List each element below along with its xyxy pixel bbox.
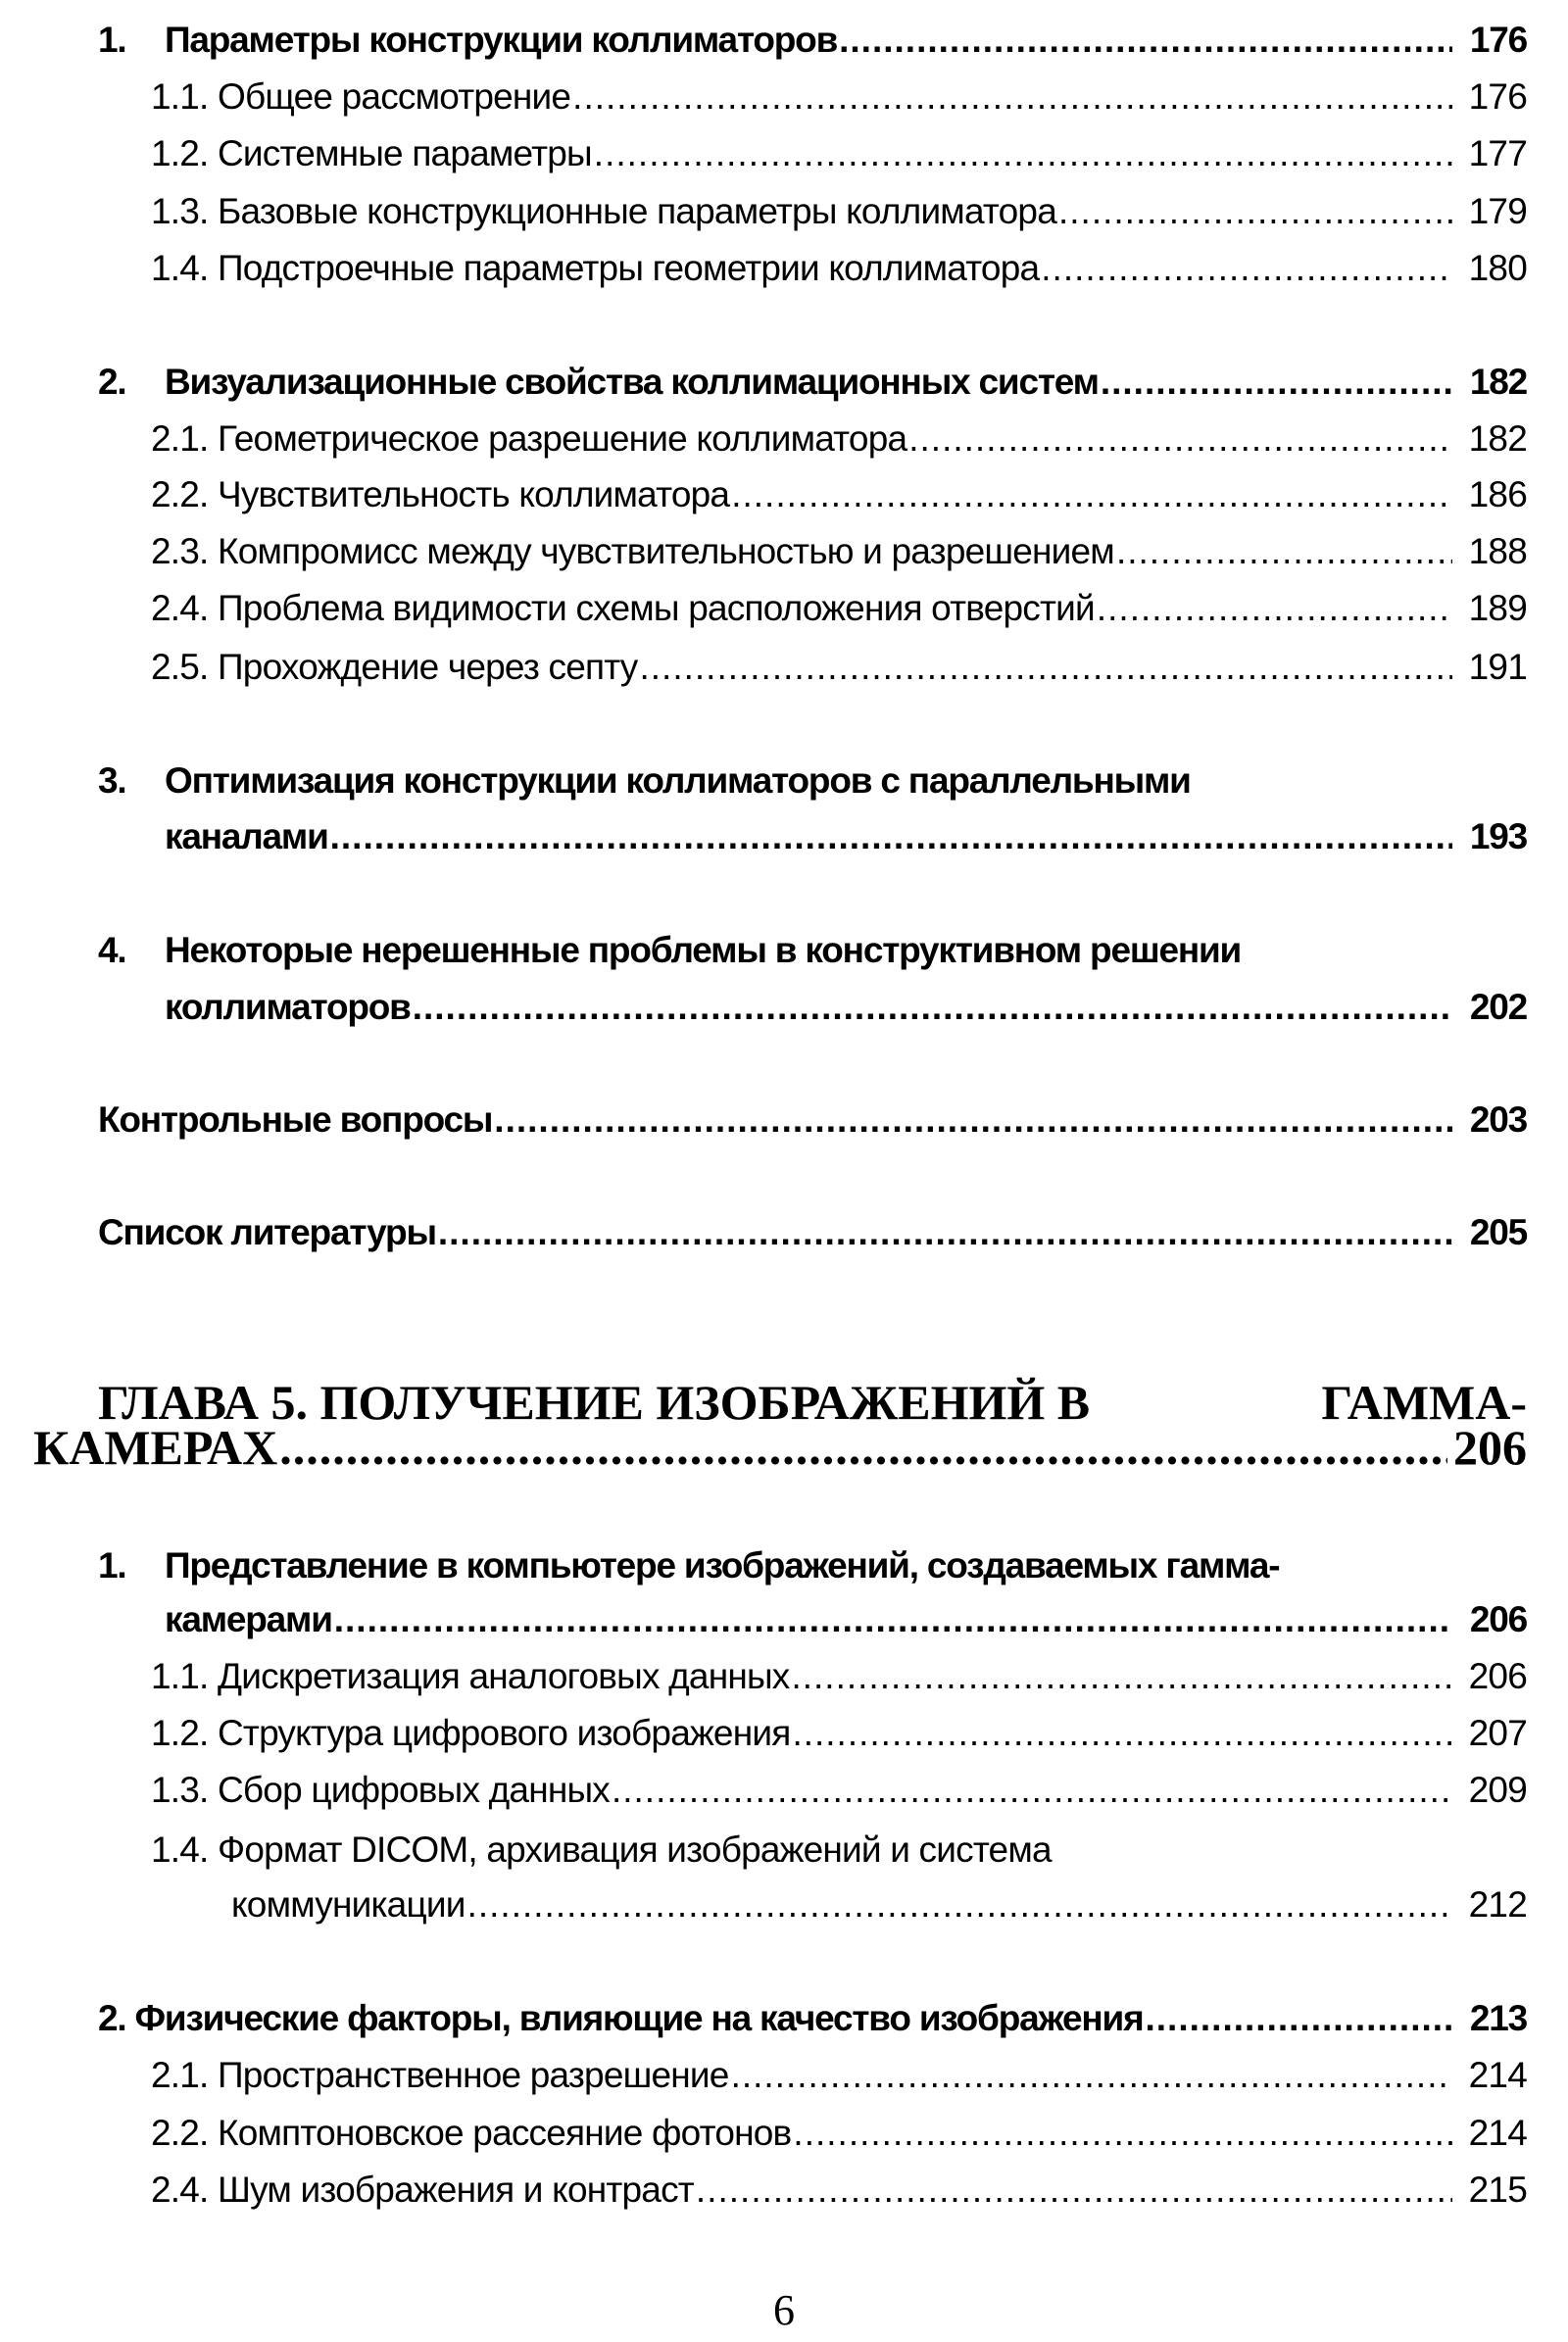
toc-entry[interactable] (98, 364, 1527, 400)
entry-page: 189 (1468, 588, 1527, 628)
entry-page: 203 (1469, 1099, 1527, 1140)
dot-leader (438, 1214, 1452, 1250)
entry-page: 177 (1468, 133, 1527, 173)
entry-page: 176 (1469, 20, 1527, 60)
entry-title: Формат DICOM, архивация изображений и система (218, 1830, 1052, 1870)
dot-leader (696, 2171, 1452, 2208)
entry-title: Структура цифрового изображения (218, 1713, 791, 1753)
dot-leader (1101, 364, 1452, 400)
entry-title-cont: коллиматоров (165, 987, 411, 1027)
entry-page: 191 (1468, 647, 1527, 687)
entry-number: 2.4. (151, 588, 209, 628)
entry-title: Прохождение через септу (218, 647, 638, 687)
entry-page: 193 (1469, 816, 1527, 856)
chapter-title-line1: ГЛАВА 5. ПОЛУЧЕНИЕ ИЗОБРАЖЕНИЙ В (98, 1375, 1091, 1430)
toc-entry[interactable] (98, 2000, 1527, 2036)
entry-page: 202 (1469, 987, 1527, 1027)
entry-title: Параметры конструкции коллиматоров (165, 20, 838, 60)
entry-page: 214 (1468, 2113, 1527, 2153)
toc-entry[interactable] (151, 2171, 1527, 2208)
toc-entry[interactable] (151, 1772, 1527, 1808)
entry-title: Представление в компьютере изображений, создаваемых гамма- (165, 1545, 1280, 1586)
toc-entry[interactable] (151, 2115, 1527, 2151)
entry-title: Системные параметры (218, 133, 592, 173)
entry-number: 1.2. (151, 1713, 209, 1753)
dot-leader (1041, 250, 1452, 286)
toc-entry-line1[interactable] (151, 1831, 1052, 1868)
toc-entry[interactable] (151, 1658, 1527, 1694)
entry-title: Компромисс между чувствительностью и разрешением (218, 531, 1114, 571)
dot-leader (792, 1715, 1452, 1751)
toc-entry[interactable] (151, 193, 1527, 229)
entry-number: 1.4. (151, 248, 209, 288)
entry-title: Геометрическое разрешение коллиматора (218, 418, 907, 459)
entry-number: 1. (98, 1545, 126, 1586)
toc-entry[interactable] (98, 22, 1527, 58)
dot-leader (1097, 590, 1452, 626)
toc-entry[interactable] (165, 989, 1527, 1025)
entry-page: 176 (1468, 76, 1527, 117)
entry-page: 205 (1469, 1212, 1527, 1252)
dot-leader (594, 135, 1452, 171)
chapter-title-line1-end: ГАММА- (1321, 1375, 1527, 1430)
entry-title: Дискретизация аналоговых данных (218, 1656, 790, 1696)
entry-title: Некоторые нерешенные проблемы в конструктивном решении (165, 930, 1242, 970)
entry-page: 214 (1468, 2055, 1527, 2095)
chapter-title-line2: КАМЕРАХ (33, 1420, 278, 1475)
entry-number: 2.4. (151, 2170, 209, 2210)
entry-title: Общее рассмотрение (218, 76, 571, 117)
entry-title: Подстроечные параметры геометрии коллиматора (218, 248, 1040, 288)
toc-entry[interactable] (151, 78, 1527, 115)
toc-entry[interactable] (151, 590, 1527, 626)
toc-entry-references[interactable] (98, 1214, 1527, 1250)
entry-number: 2.2. (151, 474, 209, 514)
entry-number: 2.2. (151, 2113, 209, 2153)
dot-leader (639, 649, 1452, 685)
toc-entry[interactable] (151, 476, 1527, 512)
entry-title: Чувствительность коллиматора (218, 474, 730, 514)
dot-leader (1116, 533, 1452, 569)
entry-number: 1.3. (151, 191, 209, 231)
chapter-page: 206 (1453, 1420, 1527, 1475)
toc-entry[interactable] (165, 818, 1527, 854)
entry-page: 209 (1468, 1770, 1527, 1810)
dot-leader (791, 1658, 1452, 1694)
entry-title: 2. Физические факторы, влияющие на качество изображения (98, 1998, 1144, 2038)
entry-title-cont: каналами (165, 816, 328, 856)
toc-entry-questions[interactable] (98, 1101, 1527, 1138)
entry-page: 215 (1468, 2170, 1527, 2210)
entry-page: 182 (1468, 418, 1527, 459)
dot-leader (731, 476, 1452, 512)
entry-title: Оптимизация конструкции коллиматоров с параллельными (165, 760, 1191, 801)
dot-leader (413, 989, 1452, 1025)
dot-leader (908, 420, 1452, 457)
dot-leader (731, 2057, 1452, 2093)
entry-title: Контрольные вопросы (98, 1099, 493, 1140)
chapter-entry[interactable] (33, 1420, 1527, 1475)
entry-number: 1.3. (151, 1770, 209, 1810)
toc-entry-line1[interactable] (98, 762, 1191, 799)
dot-leader (572, 78, 1452, 115)
entry-page: 188 (1468, 531, 1527, 571)
entry-number: 1. (98, 20, 126, 60)
toc-entry[interactable] (151, 2057, 1527, 2093)
entry-page: 213 (1469, 1998, 1527, 2038)
entry-page: 212 (1468, 1884, 1527, 1925)
dot-leader (334, 1601, 1452, 1637)
entry-number: 2.1. (151, 418, 209, 459)
dot-leader (279, 1423, 1447, 1472)
toc-entry-line1[interactable] (98, 932, 1241, 968)
toc-entry[interactable] (151, 533, 1527, 569)
entry-number: 1.1. (151, 76, 209, 117)
entry-title: Сбор цифровых данных (218, 1770, 610, 1810)
page-number: 6 (773, 2286, 795, 2334)
entry-number: 3. (98, 760, 126, 801)
entry-number: 1.2. (151, 133, 209, 173)
entry-title: Визуализационные свойства коллимационных систем (165, 362, 1099, 402)
entry-number: 2.5. (151, 647, 209, 687)
toc-entry[interactable] (151, 250, 1527, 286)
dot-leader (1058, 193, 1452, 229)
entry-number: 1.1. (151, 1656, 209, 1696)
dot-leader (793, 2115, 1452, 2151)
dot-leader (467, 1886, 1452, 1923)
entry-page: 186 (1468, 474, 1527, 514)
toc-entry[interactable] (151, 420, 1527, 457)
entry-title: Пространственное разрешение (218, 2055, 729, 2095)
entry-title: Проблема видимости схемы расположения отверстий (218, 588, 1095, 628)
dot-leader (1146, 2000, 1453, 2036)
toc-entry-line1[interactable] (98, 1547, 1279, 1584)
entry-page: 207 (1468, 1713, 1527, 1753)
entry-number: 2. (98, 362, 126, 402)
entry-title: Комптоновское рассеяние фотонов (218, 2113, 792, 2153)
entry-title: Список литературы (98, 1212, 436, 1252)
entry-number: 4. (98, 930, 126, 970)
entry-page: 206 (1469, 1599, 1527, 1639)
dot-leader (494, 1101, 1452, 1138)
toc-entry[interactable] (151, 649, 1527, 685)
entry-title-cont: коммуникации (231, 1884, 466, 1925)
toc-entry[interactable] (165, 1601, 1527, 1637)
entry-number: 2.1. (151, 2055, 209, 2095)
toc-entry[interactable] (151, 135, 1527, 171)
entry-title: Шум изображения и контраст (218, 2170, 694, 2210)
dot-leader (330, 818, 1452, 854)
entry-title: Базовые конструкционные параметры коллиматора (218, 191, 1056, 231)
toc-entry[interactable] (231, 1886, 1527, 1923)
dot-leader (612, 1772, 1452, 1808)
entry-title-cont: камерами (165, 1599, 332, 1639)
dot-leader (839, 22, 1452, 58)
entry-page: 180 (1468, 248, 1527, 288)
entry-number: 1.4. (151, 1830, 209, 1870)
entry-page: 206 (1468, 1656, 1527, 1696)
entry-page: 182 (1469, 362, 1527, 402)
entry-page: 179 (1468, 191, 1527, 231)
toc-entry[interactable] (151, 1715, 1527, 1751)
entry-number: 2.3. (151, 531, 209, 571)
